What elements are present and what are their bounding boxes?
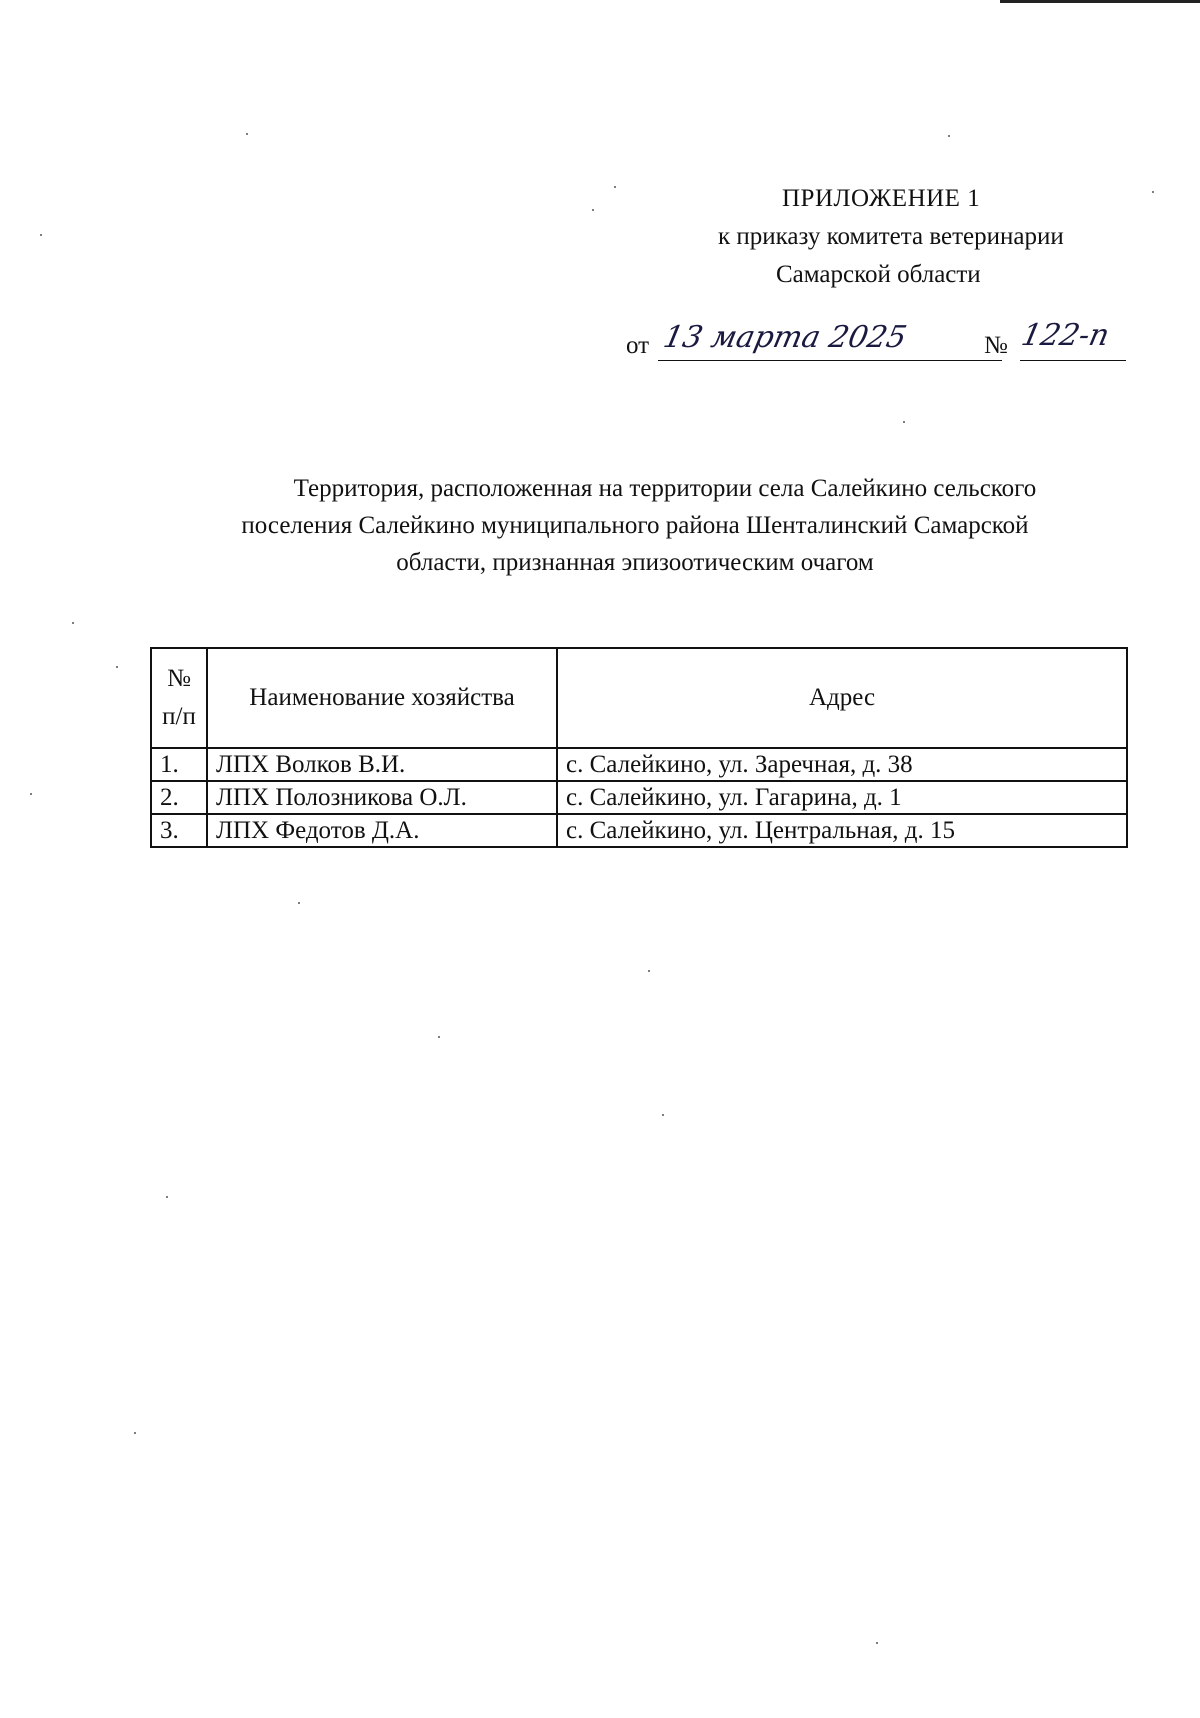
scan-speck: [903, 421, 905, 423]
table-header-row: [151, 648, 1127, 748]
scan-speck: [592, 209, 594, 211]
heading-line-2: поселения Салейкино муниципального района Шенталинский Самарской: [241, 512, 1029, 539]
scan-speck: [438, 1036, 440, 1038]
row-address: с. Салейкино, ул. Заречная, д. 38: [557, 748, 1127, 781]
scan-speck: [298, 902, 300, 904]
scan-speck: [614, 186, 616, 188]
scan-speck: [40, 234, 42, 236]
row-address: с. Салейкино, ул. Центральная, д. 15: [557, 814, 1127, 847]
appendix-title: ПРИЛОЖЕНИЕ 1: [782, 185, 981, 212]
order-number-field: [1018, 318, 1126, 361]
order-number-label: №: [984, 332, 1008, 359]
header-num-symbol: №: [167, 665, 191, 692]
row-farm-name: ЛПХ Волков В.И.: [207, 748, 557, 781]
scan-speck: [876, 1642, 878, 1644]
scan-speck: [116, 666, 118, 668]
header-name: Наименование хозяйства: [207, 648, 557, 748]
scan-speck: [30, 793, 32, 795]
table-row: [151, 748, 1127, 781]
row-farm-name: ЛПХ Полозникова О.Л.: [207, 781, 557, 814]
heading-line-1: Территория, расположенная на территории села Салейкино сельского: [293, 475, 1037, 502]
scan-speck: [134, 1432, 136, 1434]
order-reference-line: [626, 318, 1146, 368]
appendix-order-ref: к приказу комитета ветеринарии: [718, 223, 1064, 250]
heading-line-3: области, признанная эпизоотическим очагом: [396, 549, 874, 576]
order-from-label: от: [626, 332, 650, 359]
scan-speck: [948, 135, 950, 137]
header-num-pp: п/п: [162, 703, 196, 730]
scan-edge-line: [1000, 0, 1200, 3]
farms-table: [150, 647, 1128, 848]
scan-speck: [166, 1196, 168, 1198]
scan-speck: [1152, 191, 1154, 193]
row-farm-name: ЛПХ Федотов Д.А.: [207, 814, 557, 847]
scan-speck: [72, 622, 74, 624]
scan-speck: [648, 970, 650, 972]
row-num: 1.: [151, 748, 207, 781]
appendix-region: Самарской области: [776, 261, 981, 288]
row-num: 2.: [151, 781, 207, 814]
scan-speck: [662, 1114, 664, 1116]
header-num: [151, 648, 207, 748]
scan-speck: [246, 133, 248, 135]
order-number-handwritten: 122-п: [1018, 318, 1113, 353]
row-num: 3.: [151, 814, 207, 847]
header-address: Адрес: [557, 648, 1127, 748]
order-date-handwritten: 13 марта 2025: [660, 320, 910, 355]
row-address: с. Салейкино, ул. Гагарина, д. 1: [557, 781, 1127, 814]
document-heading: [150, 470, 1120, 581]
order-date-field: [658, 322, 1002, 361]
table-row: [151, 781, 1127, 814]
table-row: [151, 814, 1127, 847]
